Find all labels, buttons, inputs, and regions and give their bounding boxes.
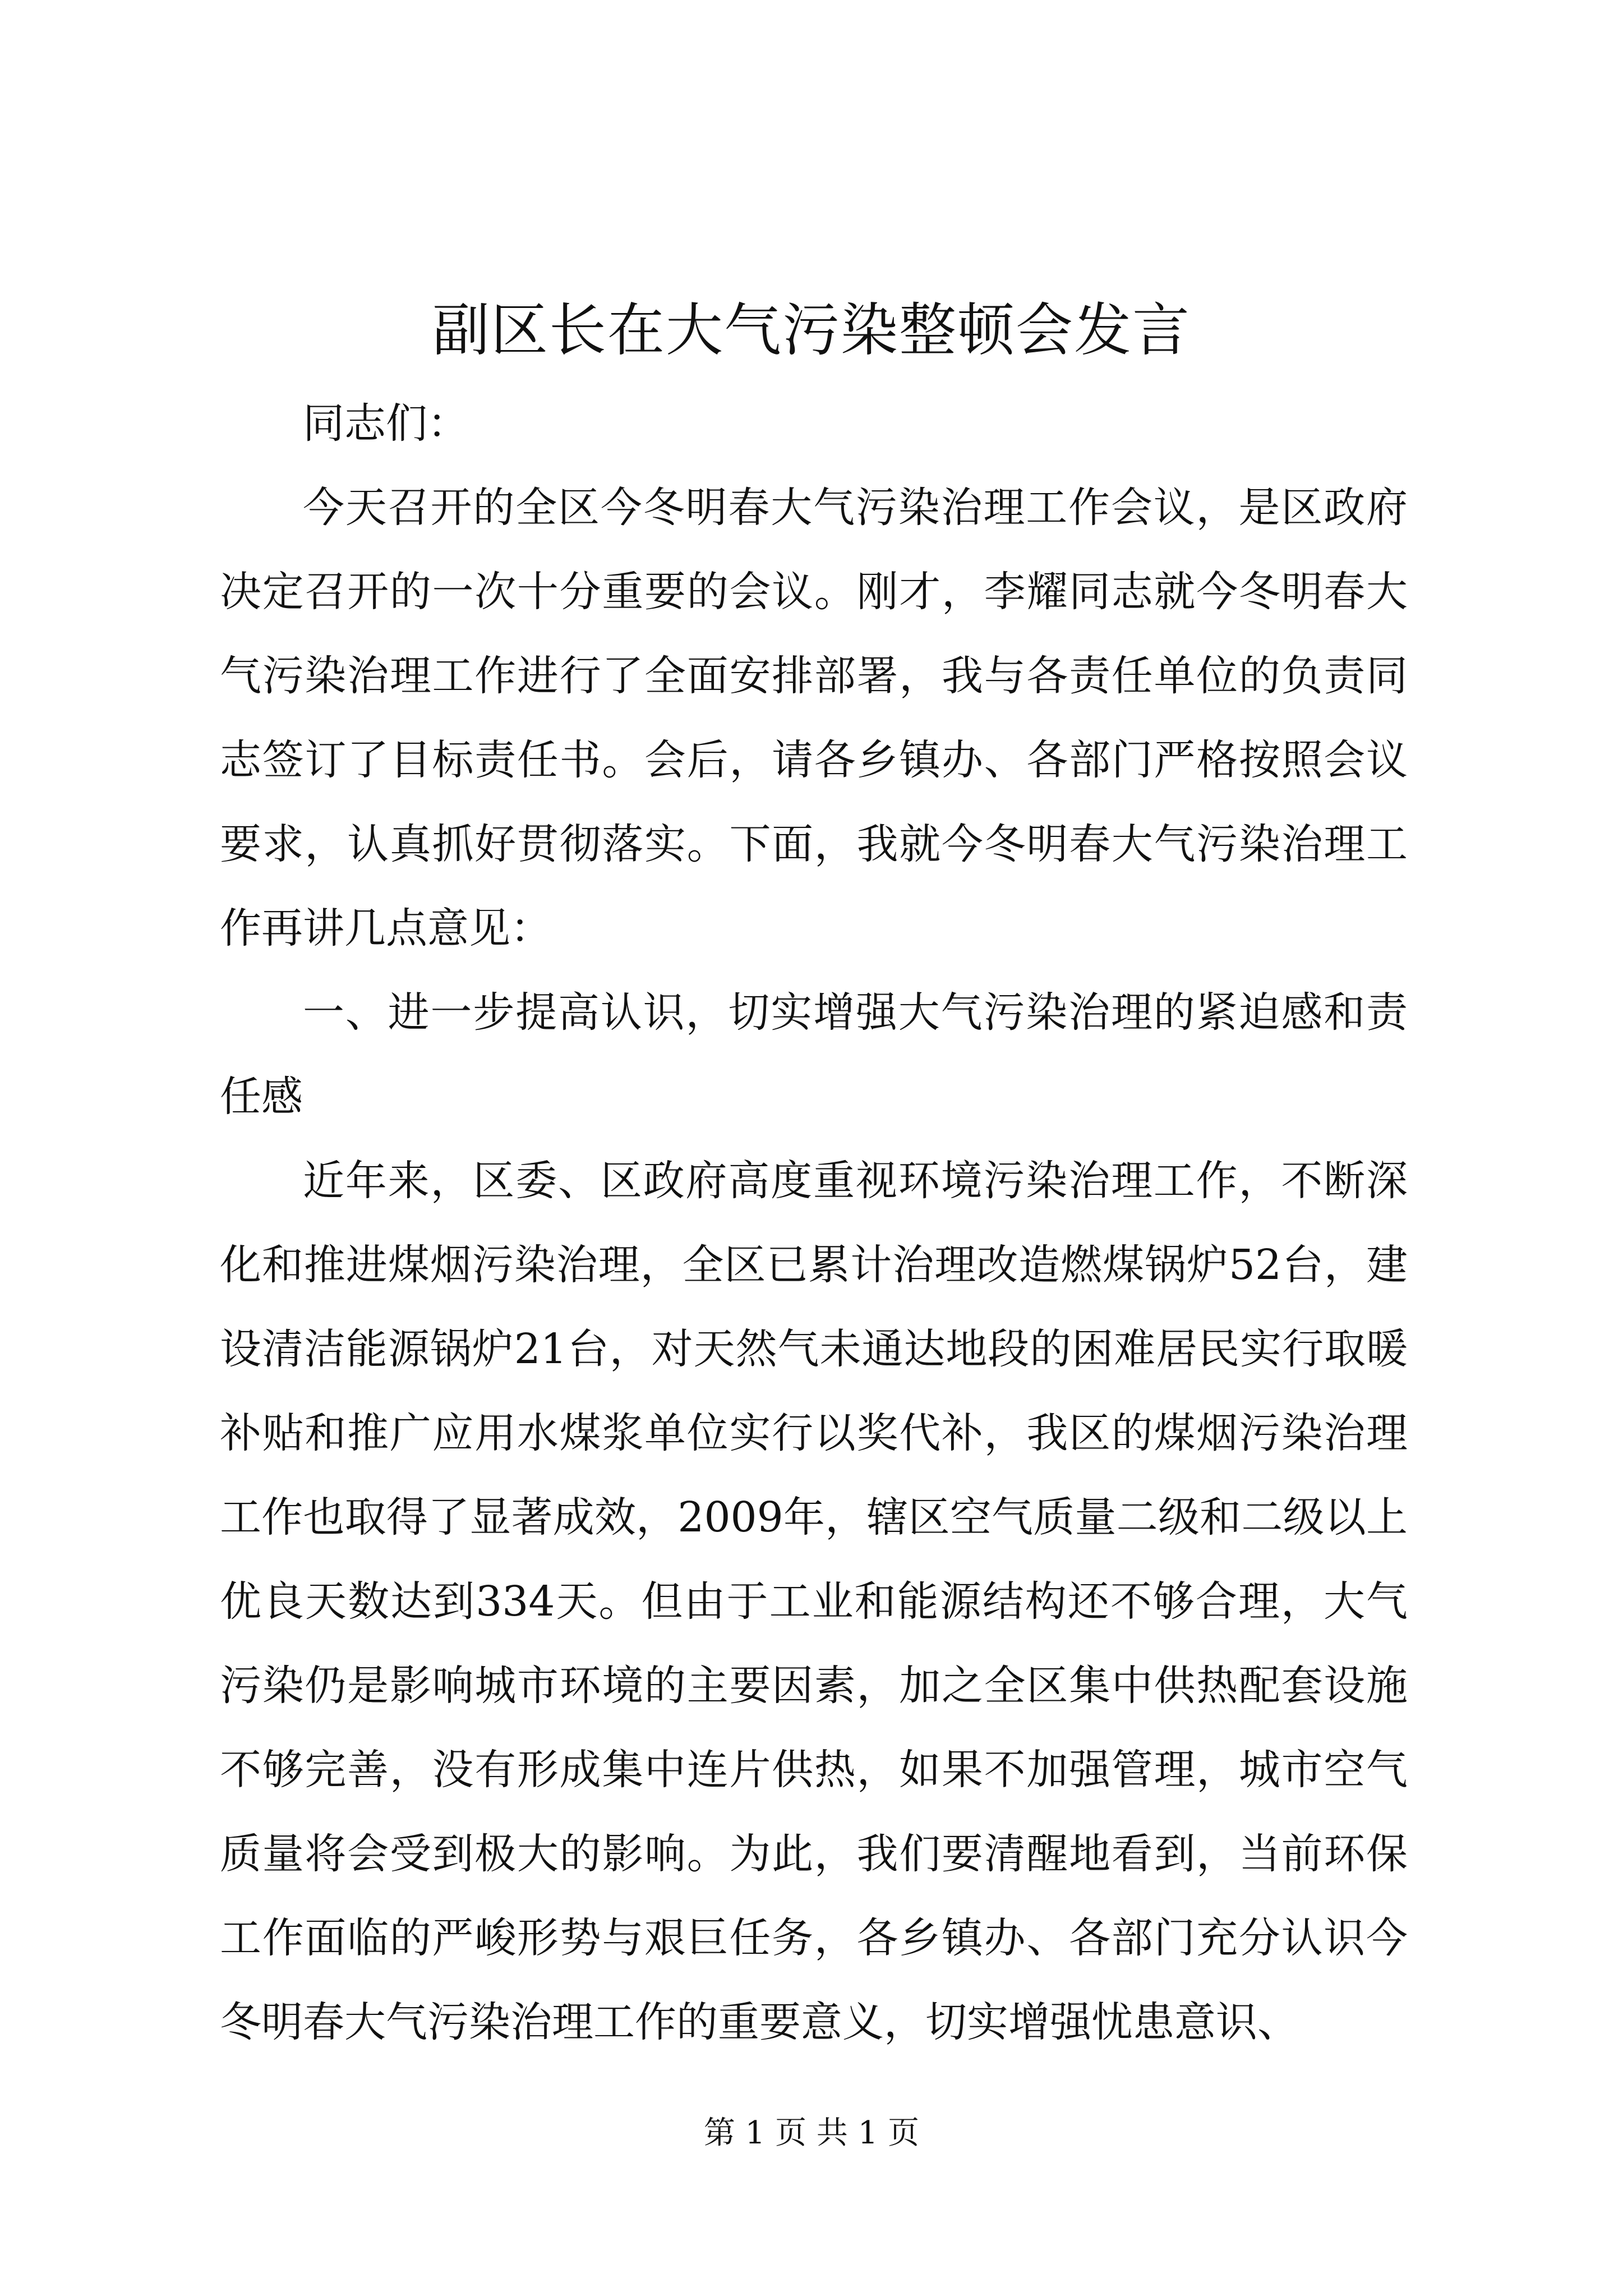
page-footer: 第 1 页 共 1 页	[703, 2115, 920, 2151]
section-heading-paragraph: 一、进一步提高认识，切实增强大气污染治理的紧迫感和责任感	[220, 988, 1408, 1121]
document-title: 副区长在大气污染整顿会发言	[432, 297, 1191, 364]
body-paragraph: 近年来，区委、区政府高度重视环境污染治理工作，不断深化和推进煤烟污染治理，全区已累计治理改造燃煤锅炉52台，建设清洁能源锅炉21台，对天然气未通达地段的困难居民实行取暖补贴和推广应用水煤浆单位实行以奖代补，我区的煤烟污染治理工作也取得了显著成效，2009年，辖区空气质量二级和二级以上优良天数达到334天。但由于工业和能源结构还不够合理，大气污染仍是影响城市环境的主要因素，加之全区集中供热配套设施不够完善，没有形成集中连片供热，如果不加强管理，城市空气质量将会受到极大的影响。为此，我们要清醒地看到，当前环保工作面临的严峻形势与艰巨任务，各乡镇办、各部门充分认识今冬明春大气污染治理工作的重要意义，切实增强忧患意识、	[220, 1157, 1408, 2046]
salutation-paragraph: 同志们：	[303, 399, 469, 448]
document-body	[220, 381, 1408, 2064]
body-paragraph: 今天召开的全区今冬明春大气污染治理工作会议，是区政府决定召开的一次十分重要的会议。刚才，李耀同志就今冬明春大气污染治理工作进行了全面安排部署，我与各责任单位的负责同志签订了目标责任书。会后，请各乡镇办、各部门严格按照会议要求，认真抓好贯彻落实。下面，我就今冬明春大气污染治理工作再讲几点意见：	[220, 484, 1408, 953]
